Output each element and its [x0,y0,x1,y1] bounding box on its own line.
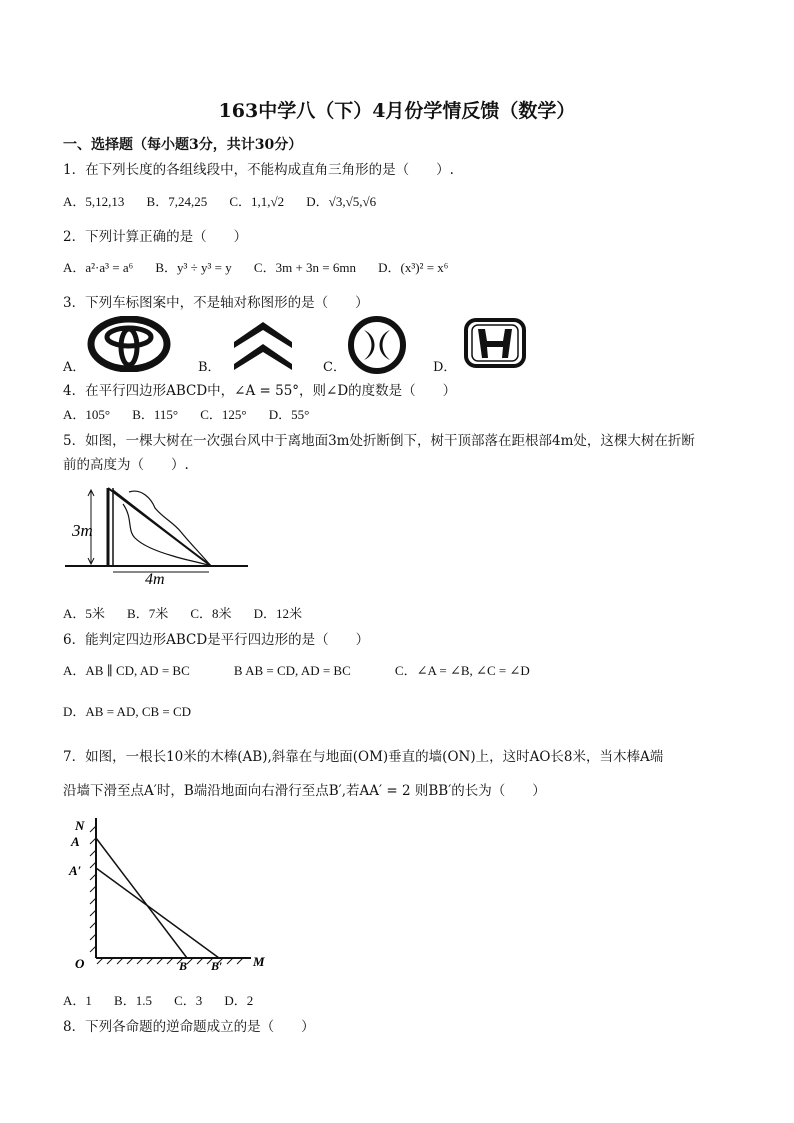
option-a: A．105° [63,407,111,422]
question-5-stem-line2: 前的高度为（ ）. [63,457,189,473]
label-b-prime: B′ [211,959,223,973]
option-a: A．a²·a³ = a⁶ [63,260,134,275]
option-b-label: B． [198,360,221,375]
question-5-stem-line1: 5．如图，一棵大树在一次强台风中于离地面3m处折断倒下，树干顶部落在距根部4m处，这棵大树在折断 [63,433,695,449]
option-a-label: A． [63,360,86,375]
section-heading: 一、选择题（每小题3分，共计30分） [63,137,303,153]
option-d: D．(x³)² = x⁶ [378,260,449,275]
question-3-stem: 3．下列车标图案中，不是轴对称图形的是（ ） [63,295,369,311]
question-1-options [63,191,394,210]
question-6-stem: 6．能判定四边形ABCD是平行四边形的是（ ） [63,632,370,648]
question-6-options [63,660,548,679]
citroen-logo-icon [230,318,296,372]
option-c: C．3m + 3n = 6mn [253,260,356,275]
honda-logo-icon [463,317,527,369]
option-a: A．5米 [63,606,105,621]
option-c-label: C． [323,360,346,375]
question-5-options [63,603,320,622]
question-2-options [63,257,466,276]
height-label: 3m [72,521,93,540]
option-d: D．55° [268,407,310,422]
option-a: A．1 [63,993,92,1008]
option-c: C．3 [174,993,203,1008]
option-b: B AB = CD, AD = BC [233,663,351,678]
option-d: D．√3,√5,√6 [306,194,377,209]
option-d: D．2 [224,993,254,1008]
page-title: 163中学八（下）4月份学情反馈（数学） [218,100,576,122]
question-7-stem-line1: 7．如图，一根长10米的木棒(AB),斜靠在与地面(OM)垂直的墙(ON)上，这时AO长8米，当木棒A端 [63,749,664,765]
option-c: C．8米 [190,606,232,621]
option-b: B．7米 [127,606,169,621]
label-a-prime: A′ [69,863,82,878]
tree-figure [63,478,253,590]
option-d-label: D． [433,360,457,375]
option-c: C．∠A = ∠B, ∠C = ∠D [394,663,530,678]
option-b: B．7,24,25 [146,194,208,209]
dongfeng-logo-icon [348,316,406,374]
distance-label: 4m [145,571,165,588]
question-4-stem: 4．在平行四边形ABCD中，∠A = 55°，则∠D的度数是（ ） [63,383,457,399]
option-a: A．5,12,13 [63,194,125,209]
option-c: C．1,1,√2 [229,194,285,209]
option-c: C．125° [200,407,247,422]
option-d: D．12米 [253,606,303,621]
toyota-logo-icon [87,316,171,372]
question-7-options [63,990,271,1009]
question-7-stem-line2: 沿墙下滑至点A′时，B端沿地面向右滑行至点B′,若AA′ = 2 则BB′的长为（ ） [63,783,546,799]
label-b: B [179,959,188,973]
label-m: M [253,954,265,969]
question-2-stem: 2．下列计算正确的是（ ） [63,229,248,245]
option-d: D．AB = AD, CB = CD [63,704,192,719]
option-b: B．1.5 [114,993,152,1008]
option-b: B．115° [132,407,179,422]
question-1-stem: 1．在下列长度的各组线段中，不能构成直角三角形的是（ ）. [63,162,454,178]
question-8-stem: 8．下列各命题的逆命题成立的是（ ） [63,1019,315,1035]
label-o: O [75,956,85,971]
ladder-figure [63,812,278,974]
label-a: A [71,834,80,849]
question-4-options [63,404,327,423]
option-a: A．AB ∥ CD, AD = BC [63,663,190,678]
label-n: N [75,818,85,833]
option-b: B．y³ ÷ y³ = y [155,260,232,275]
